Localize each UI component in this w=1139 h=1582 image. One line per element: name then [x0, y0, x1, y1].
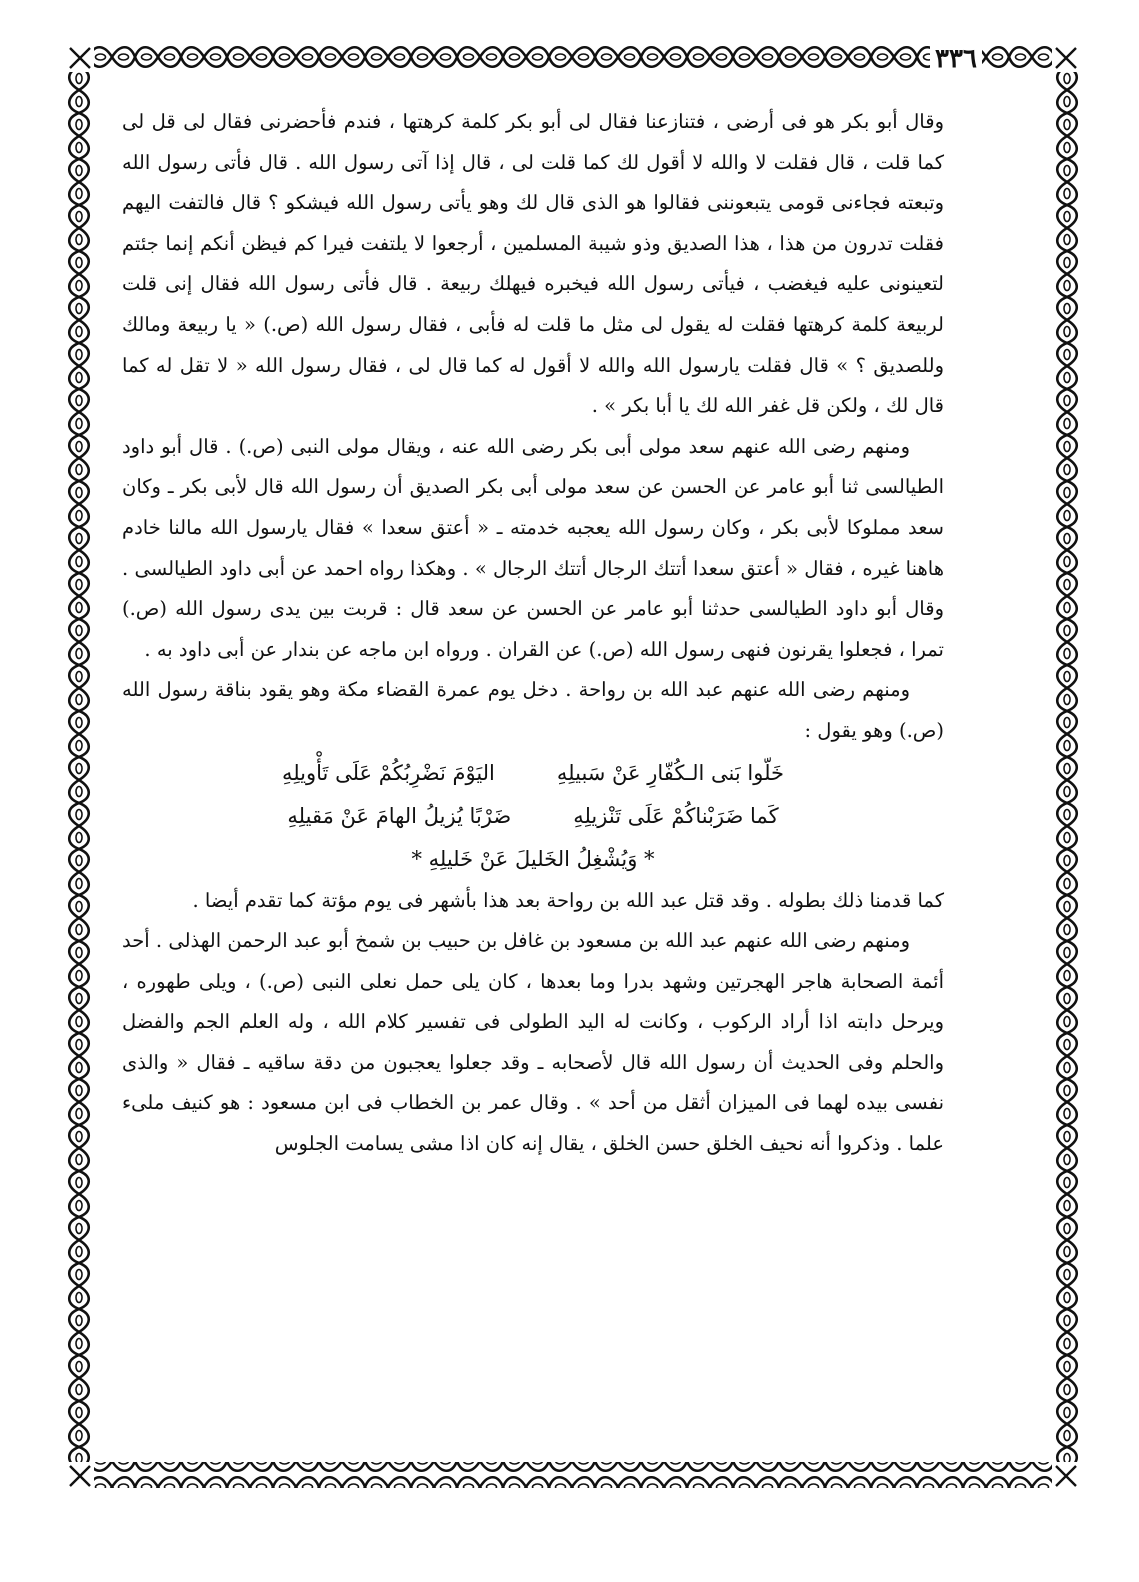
verse-row-2 — [122, 795, 944, 838]
paragraph-2: ومنهم رضى الله عنهم سعد مولى أبى بكر رضى الله عنه ، ويقال مولى النبى (ص.) . قال أبو داود الطيالسى ثنا أبو عامر عن الحسن عن سعد مولى أبى بكر الصديق أن رسول الله قال لأبى بكر ـ وكان سعد مملوكا لأبى بكر ، وكان رسول الله يعجبه خدمته ـ « أعتق سعدا » فقال يارسول الله مالنا خادم هاهنا غيره ، فقال « أعتق سعدا أتتك الرجال أتتك الرجال » . وهكذا رواه احمد عن أبى داود الطيالسى . وقال أبو داود الطيالسى حدثنا أبو عامر عن الحسن عن سعد قال : قربت بين يدى رسول الله (ص.) تمرا ، فجعلوا يقرنون فنهى رسول الله (ص.) عن القران . ورواه ابن ماجه عن بندار عن أبى داود به . — [122, 434, 944, 661]
verse-2-second-hemistich: ضَرْبًا يُزيلُ الهامَ عَنْ مَقيلِهِ — [287, 803, 512, 828]
verse-2-first-hemistich: كَما ضَرَبْناكُمْ عَلَى تَنْزيلِهِ — [573, 803, 779, 828]
paragraph-1: وقال أبو بكر هو فى أرضى ، فتنازعنا فقال لى أبو بكر كلمة كرهتها ، فندم فأحضرنى فقال لى قل لى كما قلت ، قال فقلت لا والله لا أقول لك كما قلت لى ، قال إذا آتى رسول الله . قال فأتى رسول الله وتبعته فجاءنى قومى يتبعوننى فقالوا هو الذى قال لك وهو يأتى رسول الله فيشكو ؟ قال فالتفت اليهم فقلت تدرون من هذا ، هذا الصديق وذو شيبة المسلمين ، أرجعوا لا يلتفت فيرا كم فيظن أنكم إنما جئتم لتعينونى عليه فيغضب ، فيأتى رسول الله فيخبره فيهلك ربيعة . قال فأتى رسول الله فقال إنى قلت لربيعة كلمة كرهتها فقلت له يقول لى مثل ما قلت له فأبى ، فقال رسول الله (ص.) « يا ربيعة ومالك وللصديق ؟ » قال فقلت يارسول الله والله لا أقول له كما قال لى ، فقال رسول الله « لا تقل له كما قال لك ، ولكن قل غفر الله لك يا أبا بكر » . — [122, 110, 944, 418]
page-number: ٣٣٦ — [930, 46, 982, 72]
verse-1-first-hemistich: خَلّوا بَنى الـكُفّارِ عَنْ سَبيلِهِ — [556, 760, 785, 785]
paragraph-3: ومنهم رضى الله عنهم عبد الله بن رواحة . دخل يوم عمرة القضاء مكة وهو يقود بناقة رسول الله (ص.) وهو يقول : — [122, 678, 944, 742]
poem-block — [122, 752, 944, 881]
verse-row-1 — [122, 752, 944, 795]
verse-row-3: * وَيُشْغِلُ الخَليلَ عَنْ خَليلِهِ * — [411, 846, 655, 871]
page-body — [122, 102, 944, 1452]
paragraph-5: ومنهم رضى الله عنهم عبد الله بن مسعود بن غافل بن حبيب بن شمخ أبو عبد الرحمن الهذلى . أحد أئمة الصحابة هاجر الهجرتين وشهد بدرا وما بعدها ، كان يلى حمل نعلى النبى (ص.) ، ويلى طهوره ، ويرحل دابته اذا أراد الركوب ، وكانت له اليد الطولى فى تفسير كلام الله ، وله العلم الجم والفضل والحلم وفى الحديث أن رسول الله قال لأصحابه ـ وقد جعلوا يعجبون من دقة ساقيه ـ فقال « والذى نفسى بيده لهما فى الميزان أثقل من أحد » . وقال عمر بن الخطاب فى ابن مسعود : هو كنيف ملىء علما . وذكروا أنه نحيف الخلق حسن الخلق ، يقال إنه كان اذا مشى يسامت الجلوس — [122, 929, 944, 1156]
verse-1-second-hemistich: اليَوْمَ نَضْرِبُكُمْ عَلَى تَأْويلِهِ — [281, 760, 495, 785]
paragraph-4: كما قدمنا ذلك بطوله . وقد قتل عبد الله بن رواحة بعد هذا بأشهر فى يوم مؤتة كما تقدم أيضا . — [192, 888, 944, 912]
